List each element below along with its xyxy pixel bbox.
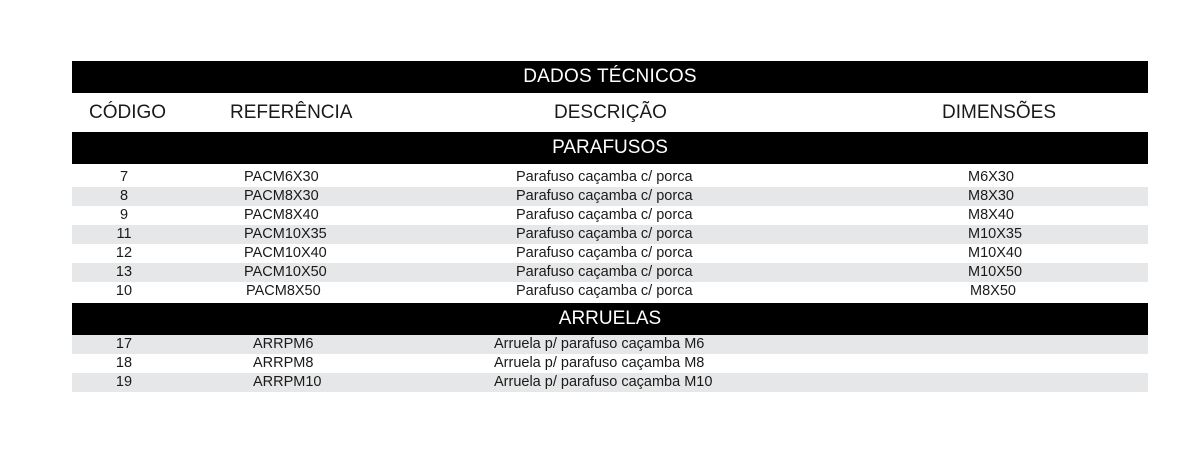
cell-dimensoes: M8X50: [970, 283, 1016, 299]
table-title: DADOS TÉCNICOS: [72, 61, 1148, 93]
cell-codigo: 9: [119, 207, 129, 223]
cell-referencia: PACM8X50: [246, 283, 321, 299]
cell-descricao: Parafuso caçamba c/ porca: [516, 188, 693, 204]
cell-dimensoes: M6X30: [968, 169, 1014, 185]
cell-referencia: PACM6X30: [244, 169, 319, 185]
table-row: [72, 335, 1148, 354]
header-descricao: DESCRIÇÃO: [554, 102, 667, 123]
section-title-arruelas: ARRUELAS: [72, 303, 1148, 335]
cell-descricao: Arruela p/ parafuso caçamba M6: [494, 336, 705, 352]
cell-codigo: 11: [116, 226, 132, 242]
cell-dimensoes: M10X35: [968, 226, 1023, 242]
cell-descricao: Parafuso caçamba c/ porca: [516, 226, 693, 242]
table-row: [72, 206, 1148, 225]
cell-referencia: PACM10X50: [244, 264, 327, 280]
technical-data-table: [72, 61, 1148, 392]
table-row: [72, 244, 1148, 263]
cell-codigo: 19: [115, 374, 133, 390]
cell-descricao: Arruela p/ parafuso caçamba M8: [494, 355, 705, 371]
header-codigo: CÓDIGO: [89, 102, 167, 123]
cell-referencia: PACM10X40: [244, 245, 327, 261]
cell-referencia: PACM10X35: [244, 226, 327, 242]
cell-dimensoes: M8X40: [968, 207, 1014, 223]
parafusos-rows: [72, 164, 1148, 301]
table-row: [72, 187, 1148, 206]
cell-referencia: ARRPM10: [253, 374, 322, 390]
cell-referencia: PACM8X30: [244, 188, 319, 204]
table-row: [72, 282, 1148, 301]
cell-referencia: ARRPM6: [253, 336, 314, 352]
table-row: [72, 168, 1148, 187]
cell-codigo: 13: [115, 264, 133, 280]
cell-referencia: ARRPM8: [253, 355, 314, 371]
cell-descricao: Parafuso caçamba c/ porca: [516, 169, 693, 185]
cell-codigo: 12: [115, 245, 133, 261]
table-row: [72, 225, 1148, 244]
table-row: [72, 373, 1148, 392]
cell-codigo: 17: [115, 336, 133, 352]
cell-referencia: PACM8X40: [244, 207, 319, 223]
arruelas-rows: [72, 335, 1148, 392]
cell-descricao: Parafuso caçamba c/ porca: [516, 245, 693, 261]
section-title-parafusos: PARAFUSOS: [72, 132, 1148, 164]
cell-descricao: Parafuso caçamba c/ porca: [516, 207, 693, 223]
header-referencia: REFERÊNCIA: [230, 102, 353, 123]
cell-codigo: 7: [119, 169, 129, 185]
cell-codigo: 18: [115, 355, 133, 371]
table-row: [72, 263, 1148, 282]
cell-dimensoes: M10X50: [968, 264, 1023, 280]
cell-descricao: Arruela p/ parafuso caçamba M10: [494, 374, 713, 390]
cell-codigo: 8: [119, 188, 129, 204]
cell-dimensoes: M8X30: [968, 188, 1014, 204]
column-headers: [72, 93, 1148, 132]
table-row: [72, 354, 1148, 373]
cell-descricao: Parafuso caçamba c/ porca: [516, 283, 693, 299]
header-dimensoes: DIMENSÕES: [942, 102, 1057, 123]
cell-descricao: Parafuso caçamba c/ porca: [516, 264, 693, 280]
cell-codigo: 10: [115, 283, 133, 299]
cell-dimensoes: M10X40: [968, 245, 1023, 261]
